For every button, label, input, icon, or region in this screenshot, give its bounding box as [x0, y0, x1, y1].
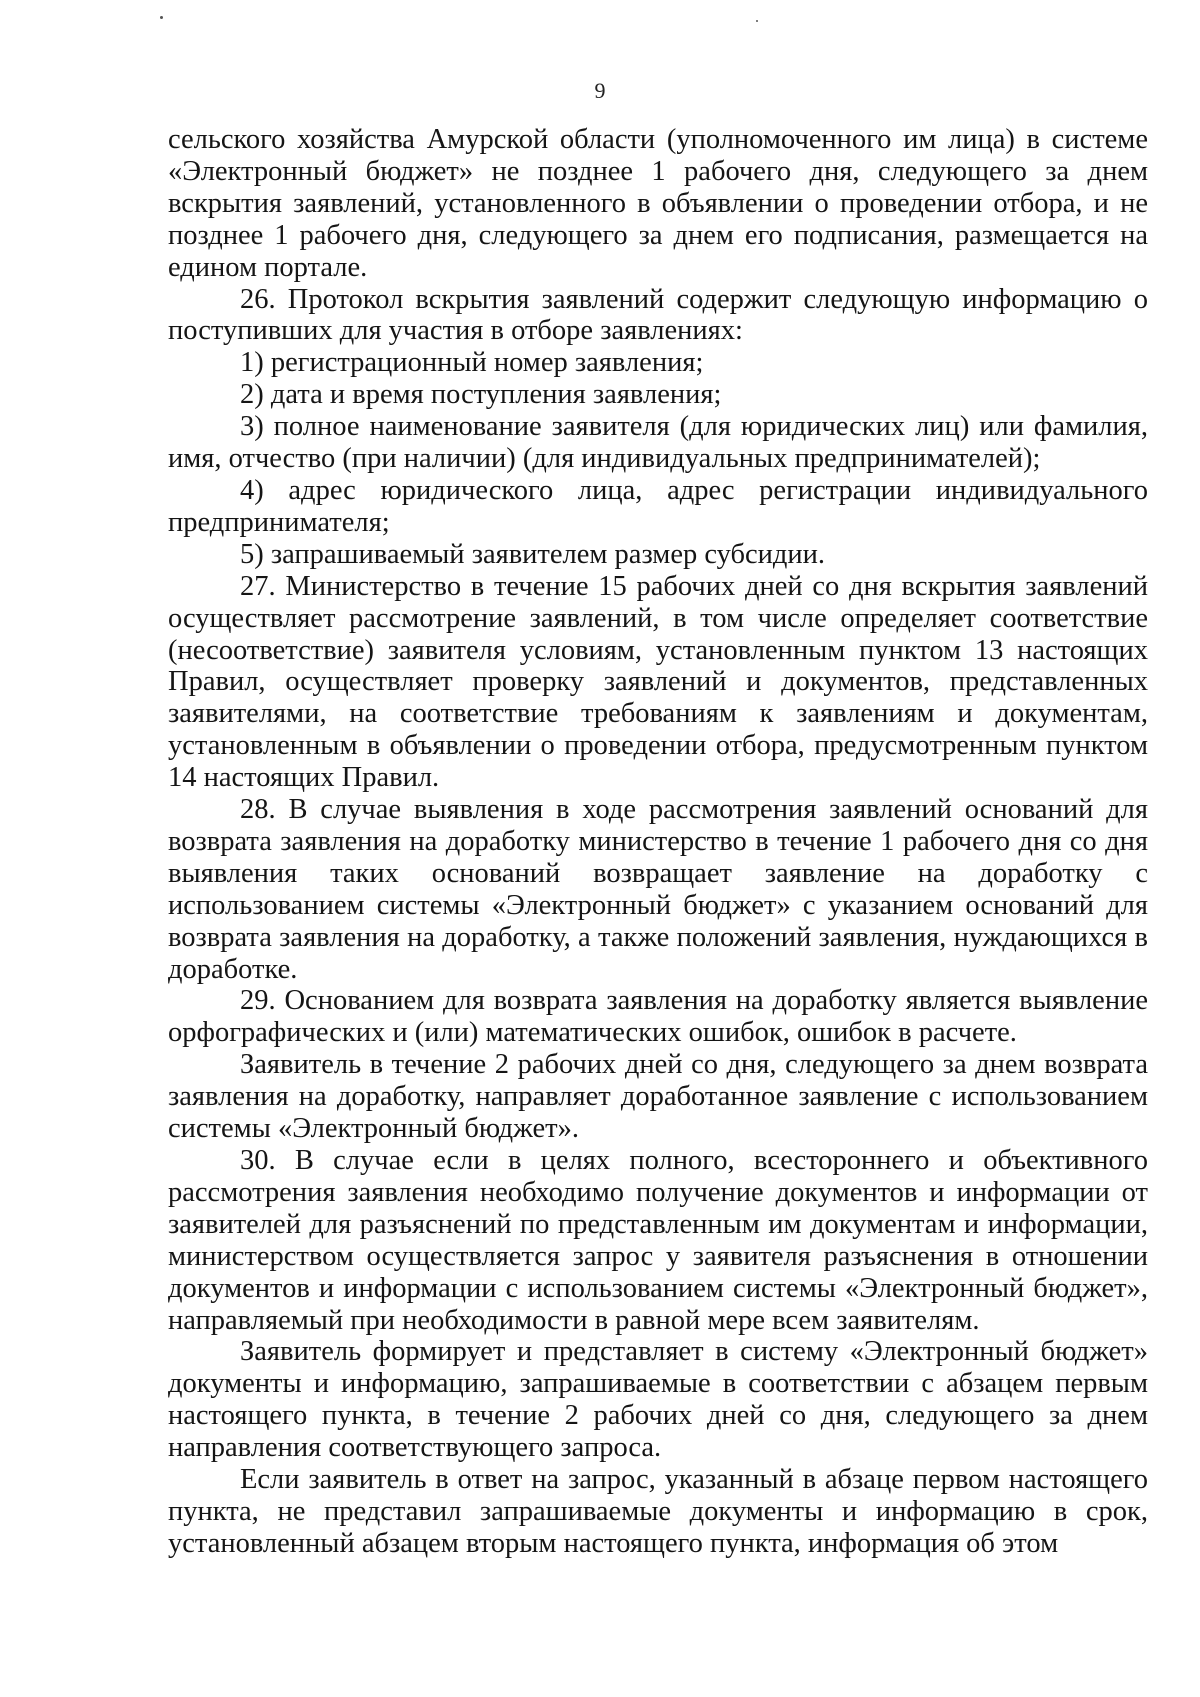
scan-artifact-dot: [756, 20, 758, 22]
paragraph-continuation: сельского хозяйства Амурской области (уполномоченного им лица) в системе «Электронный бюджет» не позднее 1 рабочего дня, следующего за днем вскрытия заявлений, установленного в объявлении о проведении отбора, и не позднее 1 рабочего дня, следующего за днем его подписания, размещается на едином портале.: [168, 124, 1148, 283]
list-item-1: 1) регистрационный номер заявления;: [240, 347, 704, 379]
paragraph-item-30: 30. В случае если в целях полного, всестороннего и объективного рассмотрения заявления необходимо получение документов и информации от заявителей для разъяснений по представленным им документам и информации, министерством осуществляется запрос у заявителя разъяснения в отношении документов и информации с использованием системы «Электронный бюджет», направляемый при необходимости в равной мере всем заявителям.: [168, 1145, 1148, 1336]
page-number: 9: [594, 78, 606, 103]
paragraph-item-29-applicant: Заявитель в течение 2 рабочих дней со дня, следующего за днем возврата заявления на доработку, направляет доработанное заявление с использованием системы «Электронный бюджет».: [168, 1049, 1148, 1145]
list-item-5: 5) запрашиваемый заявителем размер субсидии.: [240, 538, 826, 570]
paragraph-item-30-no-response: Если заявитель в ответ на запрос, указанный в абзаце первом настоящего пункта, не представил запрашиваемые документы и информацию в срок, установленный абзацем вторым настоящего пункта, информация об этом: [168, 1464, 1148, 1559]
document-body: [168, 124, 1148, 1560]
scan-artifact-dot: [160, 16, 163, 19]
paragraph-item-27: 27. Министерство в течение 15 рабочих дней со дня вскрытия заявлений осуществляет рассмотрение заявлений, в том числе определяет соответствие (несоответствие) заявителя условиям, установленным пунктом 13 настоящих Правил, осуществляет проверку заявлений и документов, представленных заявителями, на соответствие требованиям к заявлениям и документам, установленным в объявлении о проведении отбора, предусмотренным пунктом 14 настоящих Правил.: [168, 570, 1148, 794]
paragraph-item-26: 26. Протокол вскрытия заявлений содержит следующую информацию о поступивших для участия в отборе заявлениях:: [168, 283, 1148, 347]
paragraph-item-30-applicant: Заявитель формирует и представляет в систему «Электронный бюджет» документы и информацию, запрашиваемые в соответствии с абзацем первым настоящего пункта, в течение 2 рабочих дней со дня, следующего за днем направления соответствующего запроса.: [168, 1336, 1148, 1464]
paragraph-item-28: 28. В случае выявления в ходе рассмотрения заявлений оснований для возврата заявления на доработку министерство в течение 1 рабочего дня со дня выявления таких оснований возвращает заявление на доработку с использованием системы «Электронный бюджет» с указанием оснований для возврата заявления на доработку, а также положений заявления, нуждающихся в доработке.: [168, 794, 1148, 985]
list-item-4: 4) адрес юридического лица, адрес регистрации индивидуального предпринимателя;: [168, 474, 1148, 538]
list-item-3: 3) полное наименование заявителя (для юридических лиц) или фамилия, имя, отчество (при наличии) (для индивидуальных предпринимателей);: [168, 411, 1148, 475]
list-item-2: 2) дата и время поступления заявления;: [240, 379, 722, 411]
paragraph-item-29: 29. Основанием для возврата заявления на доработку является выявление орфографических и (или) математических ошибок, ошибок в расчете.: [168, 985, 1148, 1049]
